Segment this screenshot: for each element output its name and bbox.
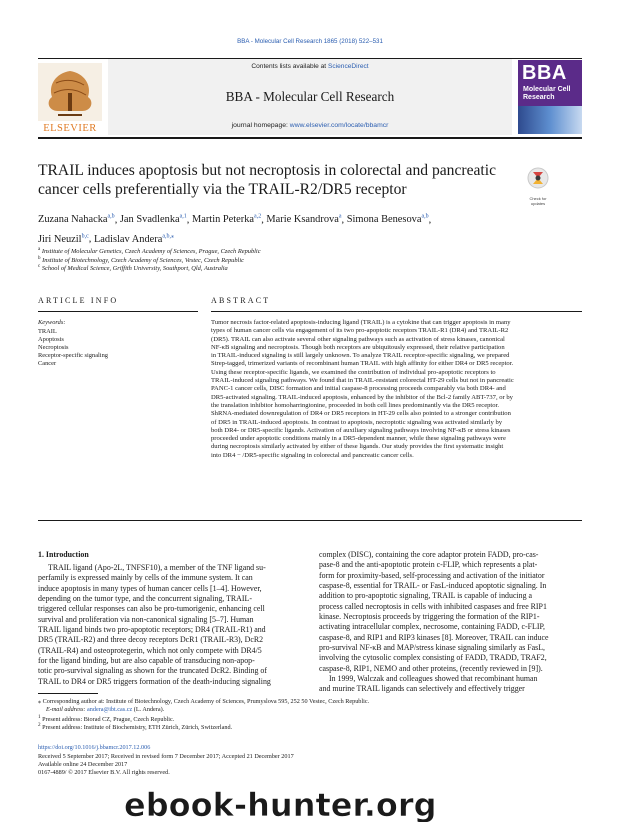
text-line: pase-8 and the anti-apoptotic protein c-FLIP, which represents a plat-	[319, 560, 538, 570]
text-line: involving the cytosolic complex consisting of FADD, TRADD, TRAF2,	[319, 653, 547, 663]
journal-name: BBA - Molecular Cell Research	[225, 89, 395, 104]
text-line: totic pro-survival signaling as shown for the truncated DcR2. Binding of	[38, 666, 268, 676]
abstract-rule	[211, 311, 582, 312]
available-online: Available online 24 December 2017	[38, 761, 128, 768]
abstract-line: NF-κB signaling and necroptosis. Though both receptors are ubiquitously expressed, their relative participation	[211, 343, 505, 351]
abstract-line: proceeded under apoptotic conditions mainly in a DR5-dependent manner, while these signaling pathways were	[211, 435, 506, 443]
keywords-label: Keywords:	[38, 319, 66, 326]
elsevier-logo	[38, 63, 102, 135]
text-line: complex (DISC), containing the core adaptor protein FADD, pro-cas-	[319, 550, 539, 559]
abstract-line: TRAIL-induced signaling pathways. We found that in TRAIL-resistant colorectal HT-29 cells but not in pancreatic	[211, 377, 514, 385]
article-title	[38, 162, 508, 199]
abstract-line: into DR4 − /DR5-specific signaling in colorectal and pancreatic cancer cells.	[211, 451, 414, 459]
text-line: addition to pro-apoptotic signaling, TRAIL is capable of inducing a	[319, 591, 533, 601]
abstract-line: the translation inhibitor homoharringtonine, proceeded in both cell lines predominantly via the DR5 receptor.	[211, 401, 500, 409]
abstract-line: ShRNA-mediated downregulation of DR4 or DR5 receptors in HT-29 cells also pointed to a stronger contribution	[211, 410, 511, 418]
contents-prefix: Contents lists available at	[251, 63, 328, 70]
text-line: triggered cellular responses can also be pro-tumorigenic, enhancing cell	[38, 604, 265, 614]
running-head: BBA - Molecular Cell Research 1865 (2018) 522–531	[237, 38, 383, 45]
abstract-line: types of human cancer cells via engagement of its two pro-apoptotic receptors TRAIL-R1 (DR4) and TRAIL-R2	[211, 327, 509, 335]
homepage-prefix: journal homepage:	[231, 122, 290, 129]
check-for-updates-label: Check for updates	[529, 196, 547, 206]
abstract-line: Strep-tagged, trimerized variants of recombinant human TRAIL with high affinity for either DR4 or DR5 receptor.	[211, 360, 514, 368]
footnote-present-address: $^2$ Present address: Institute of Biochemistry, ETH Zürich, Zürich, Switzerland.	[38, 722, 233, 732]
text-line: TRAIL to DR4 or DR5 triggers formation of the death-inducing signaling	[38, 676, 271, 686]
text-line: In 1999, Walczak and colleagues showed that recombinant human	[329, 674, 538, 684]
watermark	[120, 788, 590, 822]
footnote-present-address: $^1$ Present address: Biorad CZ, Prague, Czech Republic.	[38, 714, 175, 724]
text-line: (TRAIL-R4) and osteoprotegerin, which not only compete with DR4/5	[38, 645, 262, 655]
author[interactable]: Zuzana Nahacka$^{a,b}$	[38, 214, 115, 226]
cover-title: BBA	[522, 62, 567, 84]
text-line: and murine TRAIL ligands can selectively and effectively trigger	[319, 684, 525, 694]
keyword: TRAIL	[38, 327, 57, 335]
text-line: caspase-8, essential for TRAIL- or FasL-induced apoptotic signaling. In	[319, 581, 547, 591]
footnote-rule	[38, 693, 98, 694]
header-bottom-rule	[38, 137, 582, 139]
text-line: survival and proliferation via non-canonical signaling [5–7]. Human	[38, 614, 254, 624]
article-info-rule	[38, 311, 198, 312]
elsevier-wordmark: ELSEVIER	[43, 123, 97, 134]
received-dates: Received 5 September 2017; Received in revised form 7 December 2017; Accepted 21 December 2017	[38, 753, 294, 760]
sciencedirect-link[interactable]: ScienceDirect	[327, 63, 369, 70]
text-line: for the ligand binding, but are also capable of transducing non-apop-	[38, 656, 255, 666]
abstract-body	[211, 319, 582, 460]
text-line: activating intracellular complex, necrosome, containing FADD, c-FLIP,	[319, 622, 545, 632]
section-heading-introduction: 1. Introduction	[38, 550, 89, 559]
journal-cover	[518, 60, 582, 134]
author[interactable]: Jan Svadlenka$^{a,1}$	[119, 214, 187, 226]
abstract-bottom-rule	[38, 520, 582, 521]
text-line: perfamily is expressed mainly by cells of the immune system. It can	[38, 573, 253, 583]
intro-left-column	[38, 563, 301, 687]
homepage-link[interactable]: www.elsevier.com/locate/bbamcr	[289, 122, 389, 129]
abstract-line: of DR5 in TRAIL-induced apoptosis. In contrast to apoptosis, necroptotic signaling was activated similarly by	[211, 418, 503, 426]
text-line: kinase. Necroptosis proceeds by triggering the formation of the RIP1-	[319, 612, 540, 622]
text-line: caspase-8, RIP1, NEMO and other proteins, (recently reviewed in [9]).	[319, 663, 543, 673]
keyword: Cancer	[38, 360, 57, 368]
cover-subtitle: Molecular Cell Research	[523, 86, 571, 101]
author-list: Zuzana Nahacka$^{a,b}$, Jan Svadlenka$^{a,1}$, Martin Peterka$^{a,2}$, Marie Ksandrova$^a$, Simona Benesova$^{a,b}$, Jiri Neuzil$^{b,c}$, Ladislav Andera$^{a,b,⁎}$	[38, 214, 432, 245]
watermark-text	[120, 788, 590, 822]
keyword: Receptor-specific signaling	[38, 352, 108, 360]
abstract-line: in TRAIL-induced signaling is still largely unknown. To analyze TRAIL receptor-specific signaling, we prepared	[211, 352, 510, 360]
affiliation: $^a$ Institute of Molecular Genetics, Czech Academy of Sciences, Prague, Czech Republic	[38, 247, 261, 256]
footnote-email: E-mail address: andera@ibt.cas.cz (L. Andera).	[46, 706, 165, 713]
keyword: Necroptosis	[38, 343, 69, 351]
text-line: DR5 (TRAIL-R2) and three decoy receptors DcR1 (TRAIL-R3), DcR2	[38, 635, 264, 645]
abstract-line: Tumor necrosis factor-related apoptosis-inducing ligand (TRAIL) is a cytokine that can trigger apoptosis in many	[211, 319, 511, 326]
text-line: process called necroptosis in cells with inhibited caspases and free RIP1	[319, 601, 547, 611]
author[interactable]: Martin Peterka$^{a,2}$	[192, 214, 262, 226]
text-line: pro-survival NF-κB and MAP/stress kinase signaling similarly as FasL,	[319, 643, 545, 653]
affiliation: $^b$ Institute of Biotechnology, Czech Academy of Sciences, Vestec, Czech Republic	[38, 255, 244, 264]
author[interactable]: Jiri Neuzil$^{b,c}$	[38, 233, 89, 245]
abstract-line: DR5-activated signaling. TRAIL-induced apoptosis, enhanced by the inhibitor of the Bcl-2 family ABT-737, or by	[211, 393, 513, 401]
abstract-line: both DR4- or DR5-specific ligands. Activation of auxiliary signaling pathways involving NF-κB or stress kinases	[211, 426, 511, 434]
author[interactable]: Marie Ksandrova$^a$	[266, 214, 342, 226]
abstract-heading: ABSTRACT	[211, 296, 271, 305]
text-line: TRAIL ligand binds two pro-apoptotic receptors; DR4 (TRAIL-R1) and	[38, 625, 266, 635]
text-line: form for proximity-based, self-processing and activation of the initiator	[319, 570, 545, 580]
author[interactable]: Ladislav Andera$^{a,b,⁎}$	[93, 233, 175, 245]
cover-image-strip	[518, 106, 582, 134]
abstract-line: (DR5). TRAIL can also activate several other signaling pathways such as activation of stress kinases, canonical	[211, 335, 505, 343]
affiliation: $^c$ School of Medical Science, Griffith University, Southport, Qld, Australia	[38, 264, 228, 273]
svg-text:ebook-hunter.org: ebook-hunter.org	[124, 788, 437, 822]
contents-line	[108, 63, 512, 70]
title-line-1: TRAIL induces apoptosis but not necroptosis in colorectal and pancreatic	[38, 162, 497, 179]
article-info-heading: ARTICLE INFO	[38, 296, 119, 305]
footnote-corresponding: ⁎ Corresponding author at: Institute of Biotechnology, Czech Academy of Sciences, Prumyslova 595, 252 50 Vestec, Czech Republic.	[38, 698, 370, 705]
doi-link[interactable]: https://doi.org/10.1016/j.bbamcr.2017.12.006	[38, 744, 151, 751]
text-line: induce apoptosis in many types of human cancer cells [1–4]. However,	[38, 583, 262, 593]
abstract-line: PANC-1 cancer cells, DISC formation and initial caspase-8 processing proceeds comparably via both DR4- and	[211, 385, 506, 393]
author[interactable]: Simona Benesova$^{a,b}$	[346, 214, 429, 226]
text-line: caspase-8, and RIP1 and RIP3 kinases [8]. Moreover, TRAIL can induce	[319, 632, 549, 642]
intro-right-column	[319, 550, 582, 695]
abstract-line: Using these receptor-specific ligands, we examined the contribution of individual pro-apoptotic receptors to	[211, 368, 496, 376]
text-line: TRAIL ligand (Apo-2L, TNFSF10), a member of the TNF ligand su-	[48, 563, 266, 572]
title-line-2: cancer cells preferentially via the TRAIL-R2/DR5 receptor	[38, 180, 407, 198]
text-line: depending on the tumor type, and the concurrent signaling, TRAIL-	[38, 594, 252, 604]
email-link[interactable]: andera@ibt.cas.cz	[87, 706, 133, 713]
homepage-line	[108, 122, 512, 129]
keyword: Apoptosis	[38, 335, 64, 343]
abstract-line: during necroptosis similarly activated by either of these ligands. Our study provides the first systematic insight	[211, 443, 504, 451]
copyright: 0167-4889/ © 2017 Elsevier B.V. All rights reserved.	[38, 769, 170, 776]
crossmark-icon	[523, 166, 553, 192]
check-for-updates-badge[interactable]	[523, 166, 553, 206]
